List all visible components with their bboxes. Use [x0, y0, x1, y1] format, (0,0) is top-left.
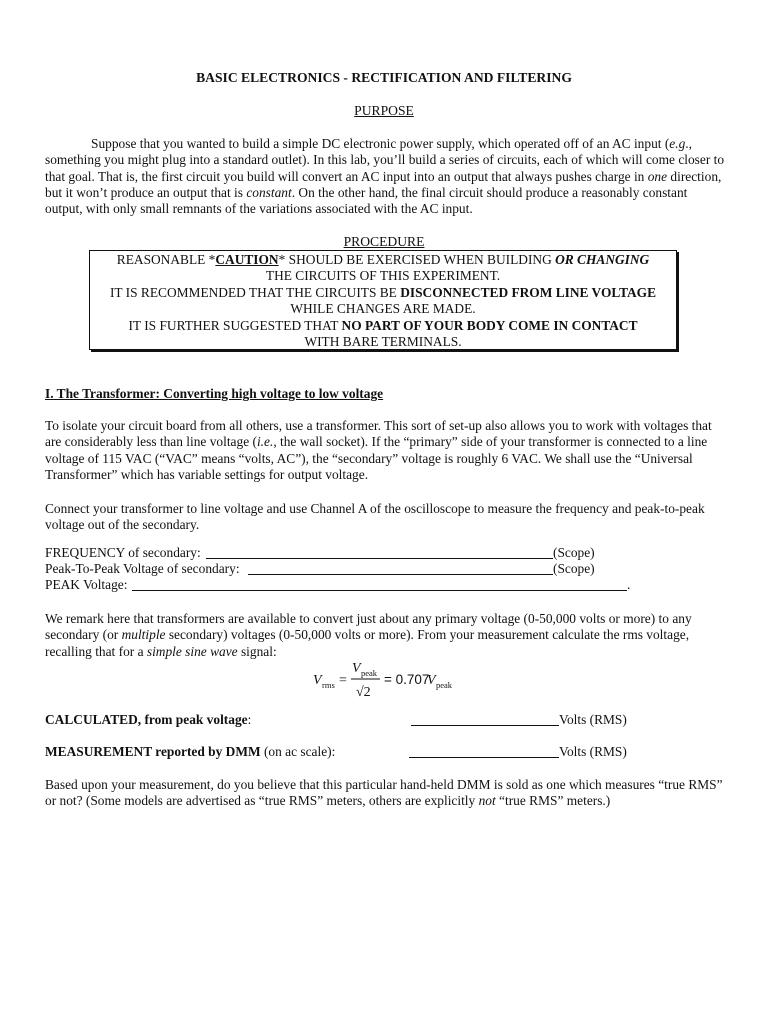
caution-line-1: REASONABLE *CAUTION* SHOULD BE EXERCISED WHEN BUILDING OR CHANGING: [116, 252, 650, 267]
formula-sqrt2: √2: [356, 685, 371, 700]
dmm-measurement-field[interactable]: MEASUREMENT reported by DMM (on ac scale): Volts (RMS): [45, 744, 627, 759]
dmm-measurement-blank[interactable]: [409, 757, 559, 758]
purpose-paragraph: Suppose that you wanted to build a simple DC electronic power supply, which operated off of an AC input (e.g., something you might plug into a standard outlet). In this lab, you’ll build a series of circuits, each of which will come closer to that goal. That is, the first circuit you build will convert an AC input into an output that always pushes charge in one direction, but it won’t produce an output that is constant. On the other hand, the final circuit should produce a reasonably constant output, with only small remnants of the variations associated with the AC input.: [45, 136, 725, 217]
frequency-blank[interactable]: [206, 558, 553, 559]
transformer-paragraph: To isolate your circuit board from all others, use a transformer. This sort of set-up also allows you to work with voltages that are considerably less than line voltage (i.e., the wall socket). If the “primary” side of your transformer is connected to a line voltage of 115 VAC (“VAC” means “volts, AC”), the “secondary” voltage is roughly 6 VAC. We shall use the “Universal Transformer” which has variable settings for output voltage.: [45, 418, 712, 482]
section-1-heading: I. The Transformer: Converting high voltage to low voltage: [45, 386, 384, 401]
procedure-heading: PROCEDURE: [343, 234, 425, 249]
caution-box: [89, 250, 677, 350]
remark-paragraph: We remark here that transformers are available to convert just about any primary voltage (0-50,000 volts or more) to any secondary (or multiple secondary) voltages (0-50,000 volts or more). From your measurement calculate the rms voltage, recalling that for a simple sine wave signal:: [45, 611, 692, 659]
formula-v-peak: V: [427, 673, 436, 688]
rms-formula: [0, 659, 768, 703]
formula-peak-sub: peak: [436, 680, 453, 690]
caution-line-3: IT IS RECOMMENDED THAT THE CIRCUITS BE DISCONNECTED FROM LINE VOLTAGE: [109, 284, 657, 300]
peak-to-peak-blank[interactable]: [248, 574, 553, 575]
purpose-heading: PURPOSE: [354, 103, 414, 118]
calculated-blank[interactable]: [411, 725, 559, 726]
true-rms-paragraph: Based upon your measurement, do you believe that this particular hand-held DMM is sold as one which measures “true RMS” or not? (Some models are advertised as “true RMS” meters, others are explicitly not “true RMS” meters.): [45, 777, 723, 809]
frequency-field[interactable]: FREQUENCY of secondary: (Scope): [45, 545, 595, 560]
caution-line-5: IT IS FURTHER SUGGESTED THAT NO PART OF YOUR BODY COME IN CONTACT: [128, 317, 638, 333]
document-title: BASIC ELECTRONICS - RECTIFICATION AND FILTERING: [196, 70, 572, 85]
formula-equals: =: [339, 673, 347, 688]
formula-v: V: [313, 673, 322, 688]
caution-line-2: THE CIRCUITS OF THIS EXPERIMENT.: [265, 268, 501, 284]
connect-paragraph: Connect your transformer to line voltage and use Channel A of the oscilloscope to measure the frequency and peak-to-peak voltage out of the secondary.: [45, 501, 705, 533]
formula-coefficient: = 0.707: [384, 672, 430, 687]
peak-to-peak-field[interactable]: Peak-To-Peak Voltage of secondary: (Scope): [45, 561, 595, 576]
calculated-field[interactable]: CALCULATED, from peak voltage: Volts (RMS): [45, 712, 627, 727]
peak-voltage-blank[interactable]: [132, 590, 627, 591]
peak-voltage-field[interactable]: PEAK Voltage: .: [45, 577, 631, 592]
rms-formula-svg: [0, 659, 768, 703]
formula-numerator-peak: peak: [361, 668, 378, 678]
formula-numerator-v: V: [352, 661, 361, 676]
formula-rms-sub: rms: [322, 680, 335, 690]
caution-line-4: WHILE CHANGES ARE MADE.: [290, 301, 476, 317]
caution-line-6: WITH BARE TERMINALS.: [304, 334, 462, 350]
